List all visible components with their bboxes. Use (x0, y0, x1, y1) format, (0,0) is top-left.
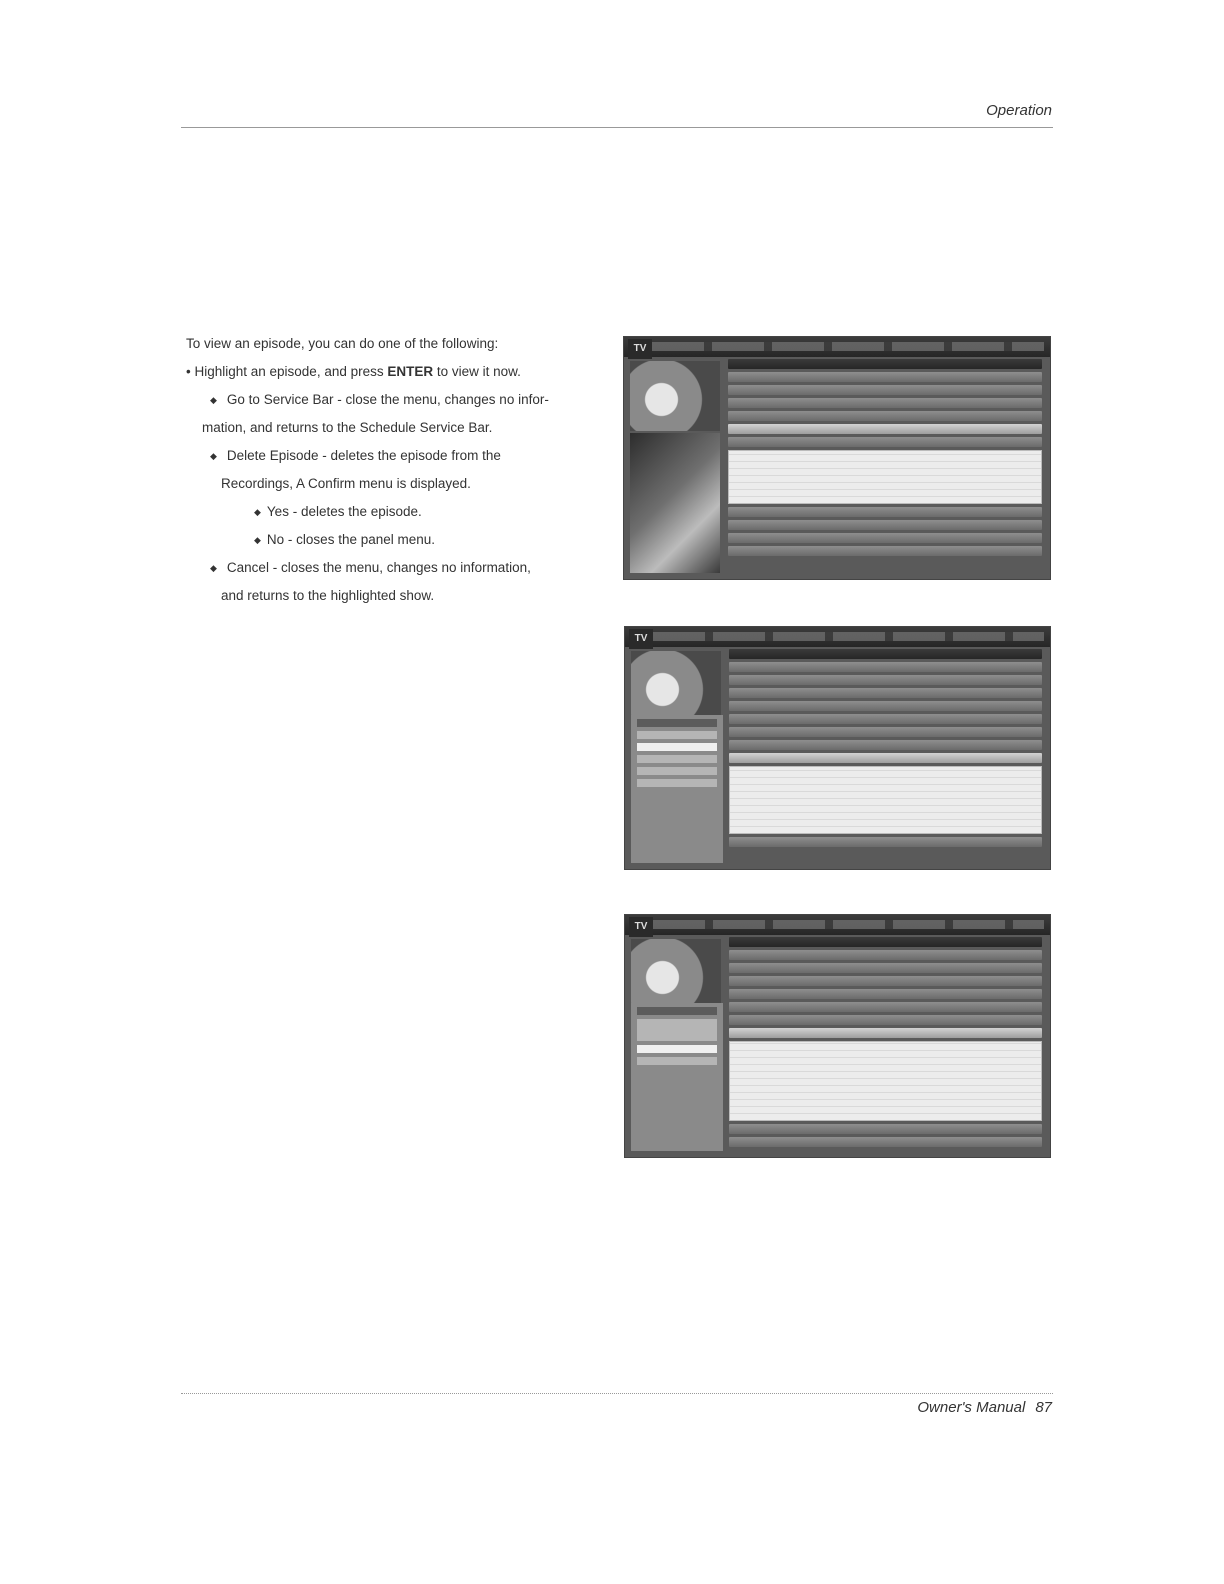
episode-panel-menu (631, 715, 723, 863)
intro-text: To view an episode, you can do one of the following: (186, 336, 499, 351)
tv-guide-top-bar (624, 337, 1050, 357)
video-thumbnail (631, 939, 721, 1009)
recordings-list (729, 649, 1042, 850)
item-cancel-line2: and returns to the highlighted show. (221, 588, 435, 603)
item-service-bar-line2: mation, and returns to the Schedule Service Bar. (202, 420, 493, 435)
list-item (728, 398, 1042, 408)
list-item (729, 701, 1042, 711)
list-item (729, 675, 1042, 685)
list-item (728, 533, 1042, 543)
section-title: Operation (986, 102, 1052, 119)
list-item (728, 546, 1042, 556)
video-thumbnail (630, 361, 720, 431)
diamond-bullet-icon: ◆ (210, 563, 217, 573)
episode-info-box (729, 766, 1042, 834)
panel-menu-item (637, 779, 717, 787)
footer-rule (181, 1393, 1053, 1394)
list-item (728, 385, 1042, 395)
list-item (729, 1124, 1042, 1134)
diamond-bullet-icon: ◆ (210, 451, 217, 461)
tv-guide-logo: TV (629, 917, 653, 937)
bullet-1-bold: ENTER (387, 364, 434, 379)
list-item (728, 437, 1042, 447)
item-yes-text: Yes - deletes the episode. (266, 504, 422, 519)
list-item (728, 520, 1042, 530)
item-delete-line1: Delete Episode - deletes the episode from the (226, 448, 501, 463)
item-cancel-line1: Cancel - closes the menu, changes no information, (226, 560, 531, 575)
screenshot-recordings-list (623, 336, 1051, 580)
list-item (729, 837, 1042, 847)
panel-menu-header (637, 1007, 717, 1015)
item-delete-episode (210, 448, 501, 463)
list-item (729, 1028, 1042, 1038)
list-item (729, 727, 1042, 737)
bullet-highlight-episode (186, 364, 521, 379)
tv-guide-logo: TV (628, 339, 652, 359)
item-cancel (210, 560, 531, 575)
panel-menu-item (637, 1057, 717, 1065)
list-item (729, 740, 1042, 750)
tab-strip (652, 342, 1044, 351)
list-item (729, 714, 1042, 724)
list-item (729, 753, 1042, 763)
episode-info-box (728, 450, 1042, 504)
panel-menu-item (637, 743, 717, 751)
page-number: 87 (1035, 1399, 1052, 1416)
panel-menu-item (637, 731, 717, 739)
video-thumbnail (631, 651, 721, 721)
tv-guide-logo: TV (629, 629, 653, 649)
list-item (729, 1002, 1042, 1012)
footer (917, 1399, 1052, 1416)
list-item (729, 1137, 1042, 1147)
diamond-bullet-icon: ◆ (210, 395, 217, 405)
list-item (729, 688, 1042, 698)
tv-guide-top-bar (625, 627, 1050, 647)
tv-guide-top-bar (625, 915, 1050, 935)
list-item (729, 1015, 1042, 1025)
tab-strip (653, 920, 1044, 929)
panel-menu-item (637, 755, 717, 763)
list-item (729, 950, 1042, 960)
item-service-bar (210, 392, 549, 407)
item-service-bar-line1: Go to Service Bar - close the menu, changes no infor- (226, 392, 549, 407)
tab-strip (653, 632, 1044, 641)
list-item (729, 937, 1042, 947)
panel-menu-header (637, 719, 717, 727)
item-delete-line2: Recordings, A Confirm menu is displayed. (221, 476, 471, 491)
show-poster-image (630, 433, 720, 573)
confirm-message (637, 1019, 717, 1041)
episode-info-box (729, 1041, 1042, 1121)
item-no-text: No - closes the panel menu. (266, 532, 436, 547)
panel-menu-item (637, 1045, 717, 1053)
screenshot-confirm-menu (624, 914, 1051, 1158)
list-item (728, 372, 1042, 382)
header-rule (181, 127, 1053, 128)
list-item (729, 989, 1042, 999)
screenshot-episode-panel-menu (624, 626, 1051, 870)
item-yes (254, 504, 422, 519)
panel-menu-item (637, 767, 717, 775)
list-item (729, 976, 1042, 986)
bullet-1-prefix: • Highlight an episode, and press (186, 364, 388, 379)
bullet-1-suffix: to view it now. (433, 364, 521, 379)
list-item (728, 424, 1042, 434)
list-item (728, 507, 1042, 517)
diamond-bullet-icon: ◆ (254, 535, 261, 545)
list-item (729, 662, 1042, 672)
list-item (729, 649, 1042, 659)
list-item (729, 963, 1042, 973)
item-no (254, 532, 435, 547)
recordings-list (729, 937, 1042, 1150)
confirm-panel-menu (631, 1003, 723, 1151)
list-item (728, 411, 1042, 421)
diamond-bullet-icon: ◆ (254, 507, 261, 517)
list-item (728, 359, 1042, 369)
recordings-list (728, 359, 1042, 559)
manual-name: Owner's Manual (917, 1399, 1026, 1416)
